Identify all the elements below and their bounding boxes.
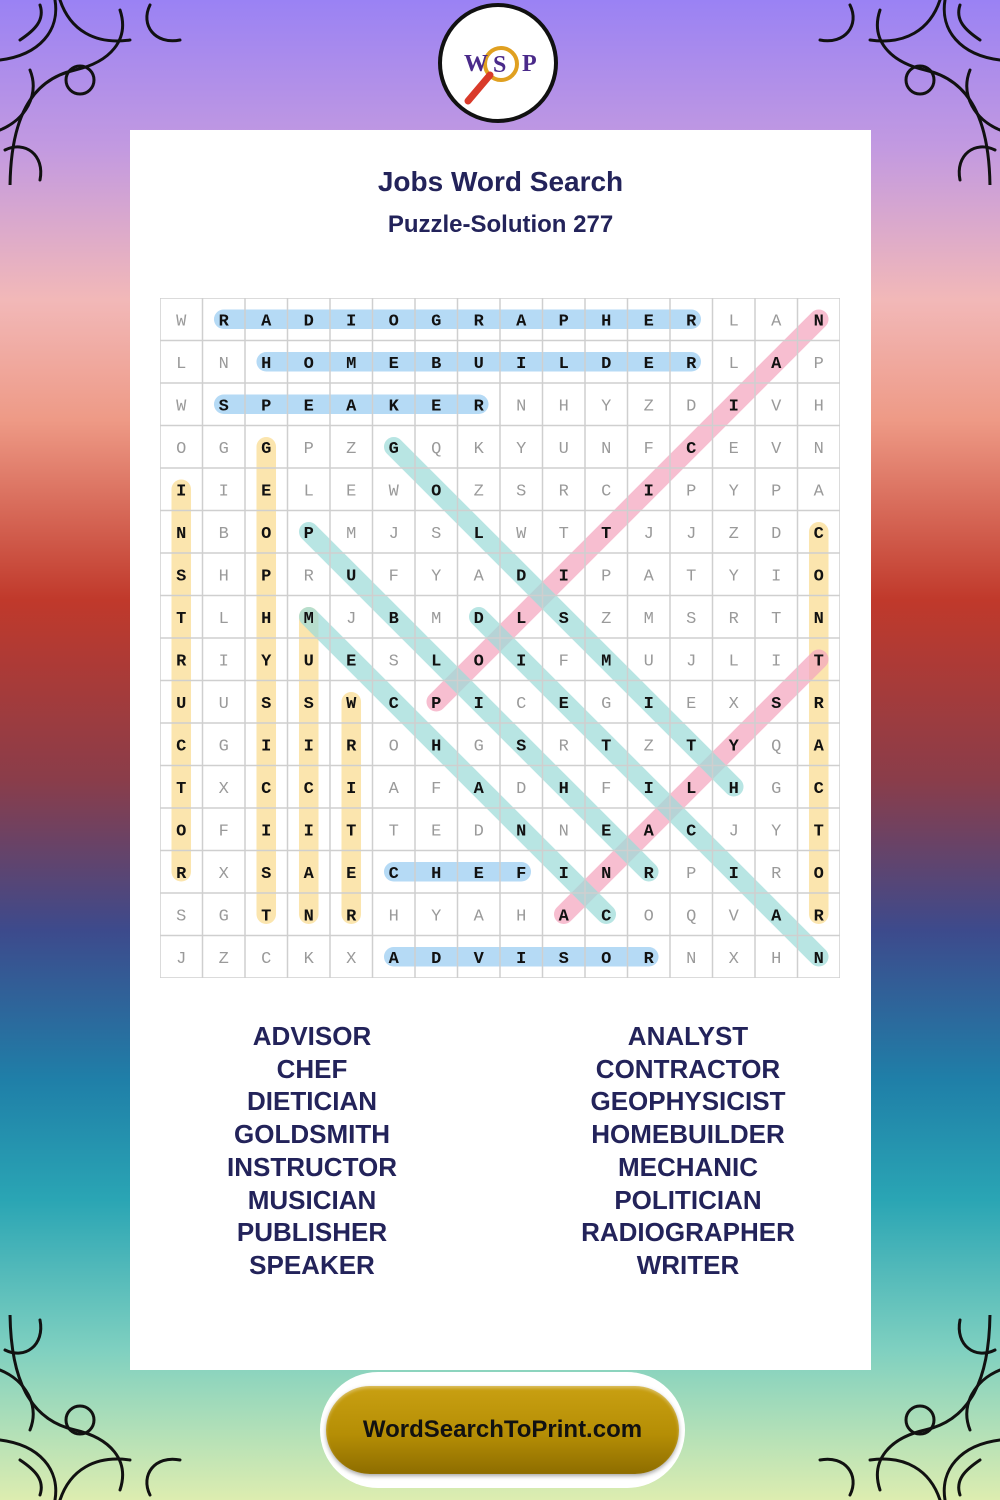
grid-letter[interactable]: O <box>813 567 824 587</box>
grid-letter[interactable]: R <box>643 949 654 969</box>
word-list-item: RADIOGRAPHER <box>581 1217 795 1248</box>
grid-letter[interactable]: R <box>346 907 357 927</box>
grid-letter[interactable]: R <box>176 864 187 884</box>
grid-letter[interactable]: I <box>558 864 569 884</box>
logo-graphic <box>442 7 554 119</box>
grid-letter[interactable]: E <box>261 482 272 502</box>
word-search-grid <box>160 298 840 978</box>
word-list-item: INSTRUCTOR <box>227 1151 397 1182</box>
grid-letter[interactable]: D <box>473 609 484 629</box>
grid-letter[interactable]: Z <box>601 609 612 629</box>
grid-letter[interactable]: I <box>516 354 527 374</box>
grid-letter[interactable]: R <box>643 864 654 884</box>
grid-letter[interactable]: X <box>728 949 739 969</box>
grid-canvas <box>160 298 840 978</box>
grid-letter[interactable]: D <box>473 822 484 842</box>
grid-letter[interactable]: Y <box>728 482 739 502</box>
grid-letter[interactable]: I <box>516 949 527 969</box>
grid-letter[interactable]: N <box>813 439 824 459</box>
word-list-item: ADVISOR <box>252 1021 372 1051</box>
grid-letter[interactable]: I <box>261 737 272 757</box>
grid-letter[interactable]: E <box>558 694 569 714</box>
grid-letter[interactable]: Q <box>771 737 782 757</box>
grid-letter[interactable]: N <box>516 397 527 417</box>
grid-letter[interactable]: D <box>303 312 314 332</box>
grid-letter[interactable]: B <box>431 354 442 374</box>
grid-letter[interactable]: G <box>473 737 484 757</box>
grid-letter[interactable]: V <box>771 439 782 459</box>
grid-letter[interactable]: V <box>771 397 782 417</box>
grid-letter[interactable]: S <box>176 567 187 587</box>
grid-letter[interactable]: C <box>516 694 527 714</box>
grid-letter[interactable]: N <box>601 864 612 884</box>
grid-letter[interactable]: T <box>558 524 569 544</box>
grid-letter[interactable]: D <box>431 949 442 969</box>
grid-letter[interactable]: L <box>303 482 314 502</box>
grid-letter[interactable]: I <box>516 652 527 672</box>
grid-letter[interactable]: S <box>261 864 272 884</box>
grid-letter[interactable]: F <box>388 567 399 587</box>
grid-letter[interactable]: A <box>771 354 782 374</box>
grid-letter[interactable]: T <box>686 737 697 757</box>
magnifier-handle <box>468 75 490 101</box>
grid-letter[interactable]: T <box>261 907 272 927</box>
word-list-item: POLITICIAN <box>614 1184 762 1215</box>
grid-letter[interactable]: C <box>813 779 824 799</box>
grid-letter[interactable]: A <box>303 864 314 884</box>
grid-letter[interactable]: H <box>771 949 782 969</box>
grid-letter[interactable]: U <box>176 694 187 714</box>
grid-letter[interactable]: R <box>303 567 314 587</box>
grid-letter[interactable]: X <box>346 949 357 969</box>
logo-letter-p: P <box>522 51 537 77</box>
grid-letter[interactable]: P <box>261 567 272 587</box>
grid-letter[interactable]: H <box>728 779 739 799</box>
grid-letter[interactable]: M <box>346 354 357 374</box>
grid-letter[interactable]: A <box>346 397 357 417</box>
grid-letter[interactable]: T <box>771 609 782 629</box>
grid-letter[interactable]: M <box>346 524 357 544</box>
grid-letter[interactable]: U <box>346 567 357 587</box>
grid-letter[interactable]: J <box>176 949 187 969</box>
grid-letter[interactable]: I <box>218 482 229 502</box>
grid-letter[interactable]: C <box>303 779 314 799</box>
word-list-item: SPEAKER <box>249 1249 375 1280</box>
grid-letter[interactable]: A <box>813 482 824 502</box>
logo-letter-w: W <box>464 51 488 77</box>
grid-letter[interactable]: E <box>686 694 697 714</box>
grid-letter[interactable]: L <box>516 609 527 629</box>
grid-letter[interactable]: T <box>601 524 612 544</box>
grid-letter[interactable]: R <box>813 694 824 714</box>
grid-letter[interactable]: H <box>388 907 399 927</box>
grid-letter[interactable]: P <box>771 482 782 502</box>
grid-letter[interactable]: R <box>558 737 569 757</box>
grid-letter[interactable]: G <box>601 694 612 714</box>
grid-letter[interactable]: H <box>813 397 824 417</box>
grid-letter[interactable]: A <box>388 779 399 799</box>
grid-letter[interactable]: L <box>728 312 739 332</box>
grid-letter[interactable]: G <box>218 737 229 757</box>
grid-letter[interactable]: M <box>303 609 314 629</box>
grid-letter[interactable]: E <box>388 354 399 374</box>
grid-letter[interactable]: O <box>303 354 314 374</box>
grid-letter[interactable]: O <box>473 652 484 672</box>
grid-letter[interactable]: E <box>303 397 314 417</box>
grid-letter[interactable]: F <box>601 779 612 799</box>
grid-letter[interactable]: E <box>643 312 654 332</box>
grid-letter[interactable]: S <box>303 694 314 714</box>
grid-letter[interactable]: R <box>473 312 484 332</box>
grid-letter[interactable]: C <box>686 439 697 459</box>
grid-letter[interactable]: I <box>346 312 357 332</box>
word-list-item: MUSICIAN <box>247 1184 377 1215</box>
grid-letter[interactable]: O <box>813 864 824 884</box>
grid-letter[interactable]: N <box>686 949 697 969</box>
grid-letter[interactable]: S <box>516 737 527 757</box>
grid-letter[interactable]: J <box>686 652 697 672</box>
grid-letter[interactable]: S <box>558 949 569 969</box>
grid-letter[interactable]: R <box>728 609 739 629</box>
grid-letter[interactable]: G <box>388 439 399 459</box>
grid-letter[interactable]: N <box>516 822 527 842</box>
word-list-item: WRITER <box>636 1249 740 1280</box>
grid-letter[interactable]: H <box>218 567 229 587</box>
grid-letter[interactable]: E <box>431 822 442 842</box>
grid-letter[interactable]: Z <box>643 737 654 757</box>
grid-letter[interactable]: B <box>388 609 399 629</box>
grid-letter[interactable]: V <box>728 907 739 927</box>
grid-letter[interactable]: E <box>431 397 442 417</box>
grid-letter[interactable]: I <box>303 737 314 757</box>
grid-letter[interactable]: D <box>516 779 527 799</box>
grid-letter[interactable]: E <box>601 822 612 842</box>
grid-letter[interactable]: O <box>431 482 442 502</box>
grid-letter[interactable]: A <box>473 779 484 799</box>
grid-letter[interactable]: A <box>516 312 527 332</box>
grid-letter[interactable]: L <box>558 354 569 374</box>
grid-letter[interactable]: R <box>558 482 569 502</box>
grid-letter[interactable]: V <box>473 949 484 969</box>
grid-letter[interactable]: O <box>643 907 654 927</box>
grid-letter[interactable]: A <box>643 567 654 587</box>
grid-letter[interactable]: P <box>686 482 697 502</box>
grid-letter[interactable]: L <box>473 524 484 544</box>
grid-letter[interactable]: T <box>813 652 824 672</box>
grid-letter[interactable]: H <box>516 907 527 927</box>
grid-letter[interactable]: U <box>643 652 654 672</box>
grid-letter[interactable]: R <box>686 354 697 374</box>
grid-letter[interactable]: C <box>813 524 824 544</box>
grid-letter[interactable]: R <box>218 312 229 332</box>
grid-letter[interactable]: I <box>303 822 314 842</box>
grid-letter[interactable]: H <box>601 312 612 332</box>
grid-letter[interactable]: H <box>431 737 442 757</box>
grid-letter[interactable]: D <box>601 354 612 374</box>
grid-letter[interactable]: N <box>813 609 824 629</box>
grid-letter[interactable]: W <box>388 482 399 502</box>
grid-letter[interactable]: T <box>176 779 187 799</box>
grid-letter[interactable]: H <box>558 397 569 417</box>
grid-letter[interactable]: P <box>303 439 314 459</box>
grid-letter[interactable]: O <box>261 524 272 544</box>
site-logo <box>438 3 558 123</box>
grid-letter[interactable]: P <box>686 864 697 884</box>
grid-letter[interactable]: C <box>176 737 187 757</box>
grid-letter[interactable]: K <box>473 439 484 459</box>
grid-letter[interactable]: U <box>558 439 569 459</box>
footer-badge <box>320 1372 685 1488</box>
grid-letter[interactable]: S <box>261 694 272 714</box>
grid-letter[interactable]: I <box>218 652 229 672</box>
grid-letter[interactable]: L <box>218 609 229 629</box>
grid-letter[interactable]: Y <box>516 439 527 459</box>
grid-letter[interactable]: K <box>303 949 314 969</box>
grid-letter[interactable]: S <box>516 482 527 502</box>
grid-letter[interactable]: C <box>261 779 272 799</box>
grid-letter[interactable]: M <box>643 609 654 629</box>
grid-letter[interactable]: G <box>218 907 229 927</box>
grid-letter[interactable]: Y <box>771 822 782 842</box>
grid-letter[interactable]: J <box>643 524 654 544</box>
grid-letter[interactable]: F <box>218 822 229 842</box>
grid-letter[interactable]: N <box>813 312 824 332</box>
grid-letter[interactable]: Q <box>431 439 442 459</box>
grid-letter[interactable]: X <box>728 694 739 714</box>
grid-letter[interactable]: W <box>346 694 357 714</box>
grid-letter[interactable]: P <box>303 524 314 544</box>
grid-letter[interactable]: N <box>303 907 314 927</box>
grid-letter[interactable]: Z <box>346 439 357 459</box>
word-list-right <box>508 1020 868 1282</box>
word-list-item: ANALYST <box>627 1021 749 1051</box>
grid-letter[interactable]: W <box>516 524 527 544</box>
grid-letter[interactable]: A <box>813 737 824 757</box>
grid-letter[interactable]: J <box>686 524 697 544</box>
grid-letter[interactable]: M <box>601 652 612 672</box>
grid-letter[interactable]: Z <box>643 397 654 417</box>
grid-letter[interactable]: A <box>388 949 399 969</box>
grid-letter[interactable]: Y <box>431 907 442 927</box>
grid-letter[interactable]: J <box>388 524 399 544</box>
word-list-item: MECHANIC <box>617 1151 759 1182</box>
grid-letter[interactable]: C <box>601 907 612 927</box>
grid-letter[interactable]: U <box>473 354 484 374</box>
site-link-label: WordSearchToPrint.com <box>362 1416 643 1443</box>
grid-letter[interactable]: L <box>728 354 739 374</box>
grid-letter[interactable]: O <box>388 312 399 332</box>
grid-letter[interactable]: S <box>558 609 569 629</box>
grid-letter[interactable]: Z <box>218 949 229 969</box>
grid-letter[interactable]: H <box>558 779 569 799</box>
grid-letter[interactable]: I <box>771 567 782 587</box>
grid-letter[interactable]: W <box>176 397 187 417</box>
grid-letter[interactable]: I <box>473 694 484 714</box>
grid-letter[interactable]: P <box>601 567 612 587</box>
grid-letter[interactable]: L <box>176 354 187 374</box>
grid-letter[interactable]: N <box>813 949 824 969</box>
grid-letter[interactable]: E <box>346 864 357 884</box>
grid-letter[interactable]: F <box>643 439 654 459</box>
grid-letter[interactable]: U <box>218 694 229 714</box>
grid-letter[interactable]: N <box>558 822 569 842</box>
grid-letter[interactable]: R <box>346 737 357 757</box>
grid-letter[interactable]: E <box>346 652 357 672</box>
grid-letter[interactable]: W <box>176 312 187 332</box>
grid-letter[interactable]: P <box>431 694 442 714</box>
grid-letter[interactable]: U <box>303 652 314 672</box>
page-title: Jobs Word Search <box>377 166 624 197</box>
grid-letter[interactable]: C <box>261 949 272 969</box>
grid-letter[interactable]: Q <box>686 907 697 927</box>
grid-letter[interactable]: C <box>388 864 399 884</box>
word-list-item: DIETICIAN <box>247 1086 377 1117</box>
grid-letter[interactable]: S <box>686 609 697 629</box>
grid-letter[interactable]: D <box>686 397 697 417</box>
grid-letter[interactable]: C <box>686 822 697 842</box>
word-list-item: PUBLISHER <box>236 1217 388 1248</box>
word-list-item: CONTRACTOR <box>595 1053 781 1084</box>
grid-letter[interactable]: R <box>813 907 824 927</box>
grid-letter[interactable]: N <box>601 439 612 459</box>
grid-letter[interactable]: M <box>431 609 442 629</box>
grid-letter[interactable]: A <box>771 907 782 927</box>
grid-letter[interactable]: I <box>728 864 739 884</box>
page-subtitle: Puzzle-Solution 277 <box>387 211 614 238</box>
grid-letter[interactable]: T <box>686 567 697 587</box>
grid-letter[interactable]: R <box>176 652 187 672</box>
site-link-button[interactable] <box>326 1386 679 1474</box>
grid-letter[interactable]: S <box>388 652 399 672</box>
grid-letter[interactable]: I <box>643 694 654 714</box>
word-list-item: HOMEBUILDER <box>591 1119 785 1150</box>
grid-letter[interactable]: Y <box>431 567 442 587</box>
grid-letter[interactable]: Y <box>261 652 272 672</box>
grid-letter[interactable]: P <box>261 397 272 417</box>
grid-letter[interactable]: I <box>261 822 272 842</box>
grid-letter[interactable]: E <box>473 864 484 884</box>
grid-letter[interactable]: C <box>388 694 399 714</box>
grid-letter[interactable]: Y <box>601 397 612 417</box>
grid-letter[interactable]: L <box>728 652 739 672</box>
grid-letter[interactable]: T <box>176 609 187 629</box>
grid-letter[interactable]: R <box>686 312 697 332</box>
grid-letter[interactable]: S <box>431 524 442 544</box>
grid-letter[interactable]: R <box>473 397 484 417</box>
grid-letter[interactable]: O <box>601 949 612 969</box>
grid-letter[interactable]: N <box>218 354 229 374</box>
grid-letter[interactable]: E <box>728 439 739 459</box>
grid-letter[interactable]: I <box>558 567 569 587</box>
grid-letter[interactable]: T <box>388 822 399 842</box>
grid-letter[interactable]: A <box>643 822 654 842</box>
grid-letter[interactable]: I <box>643 779 654 799</box>
grid-letter[interactable]: H <box>431 864 442 884</box>
grid-letter[interactable]: J <box>346 609 357 629</box>
grid-letter[interactable]: G <box>218 439 229 459</box>
grid-letter[interactable]: I <box>643 482 654 502</box>
grid-letter[interactable]: B <box>218 524 229 544</box>
word-list-item: GOLDSMITH <box>234 1119 390 1150</box>
grid-letter[interactable]: H <box>261 354 272 374</box>
word-list-left <box>132 1020 492 1282</box>
grid-letter[interactable]: H <box>261 609 272 629</box>
grid-letter[interactable]: O <box>176 822 187 842</box>
grid-letter[interactable]: T <box>346 822 357 842</box>
grid-letter[interactable]: T <box>601 737 612 757</box>
grid-letter[interactable]: P <box>813 354 824 374</box>
grid-letter[interactable]: A <box>473 907 484 927</box>
grid-letter[interactable]: F <box>431 779 442 799</box>
grid-letter[interactable]: L <box>431 652 442 672</box>
grid-letter[interactable]: G <box>771 779 782 799</box>
grid-letter[interactable]: Z <box>728 524 739 544</box>
word-list-item: GEOPHYSICIST <box>590 1086 786 1117</box>
grid-letter[interactable]: A <box>473 567 484 587</box>
grid-letter[interactable]: S <box>771 694 782 714</box>
grid-letter[interactable]: O <box>176 439 187 459</box>
grid-letter[interactable]: Y <box>728 567 739 587</box>
grid-letter[interactable]: T <box>813 822 824 842</box>
grid-letter[interactable]: G <box>431 312 442 332</box>
puzzle-card <box>130 130 871 1370</box>
logo-letter-s: S <box>493 52 507 78</box>
grid-letter[interactable]: S <box>176 907 187 927</box>
grid-letter[interactable]: D <box>771 524 782 544</box>
grid-letter[interactable]: I <box>346 779 357 799</box>
grid-letter[interactable]: A <box>558 907 569 927</box>
grid-letter[interactable]: A <box>771 312 782 332</box>
grid-letter[interactable]: L <box>686 779 697 799</box>
grid-letter[interactable]: I <box>176 482 187 502</box>
grid-letter[interactable]: I <box>771 652 782 672</box>
grid-letter[interactable]: E <box>346 482 357 502</box>
grid-letter[interactable]: I <box>728 397 739 417</box>
grid-letter[interactable]: D <box>516 567 527 587</box>
word-list-item: CHEF <box>276 1053 348 1084</box>
grid-letter[interactable]: F <box>516 864 527 884</box>
grid-letter[interactable]: Y <box>728 737 739 757</box>
grid-letter[interactable]: G <box>261 439 272 459</box>
grid-letter[interactable]: J <box>728 822 739 842</box>
grid-letter[interactable]: C <box>601 482 612 502</box>
grid-letter[interactable]: F <box>558 652 569 672</box>
grid-letter[interactable]: K <box>388 397 399 417</box>
grid-letter[interactable]: E <box>643 354 654 374</box>
grid-letter[interactable]: P <box>558 312 569 332</box>
grid-letter[interactable]: X <box>218 779 229 799</box>
grid-letter[interactable]: A <box>261 312 272 332</box>
grid-letter[interactable]: Z <box>473 482 484 502</box>
grid-letter[interactable]: O <box>388 737 399 757</box>
grid-letter[interactable]: R <box>771 864 782 884</box>
grid-letter[interactable]: N <box>176 524 187 544</box>
grid-letter[interactable]: X <box>218 864 229 884</box>
grid-letter[interactable]: S <box>218 397 229 417</box>
